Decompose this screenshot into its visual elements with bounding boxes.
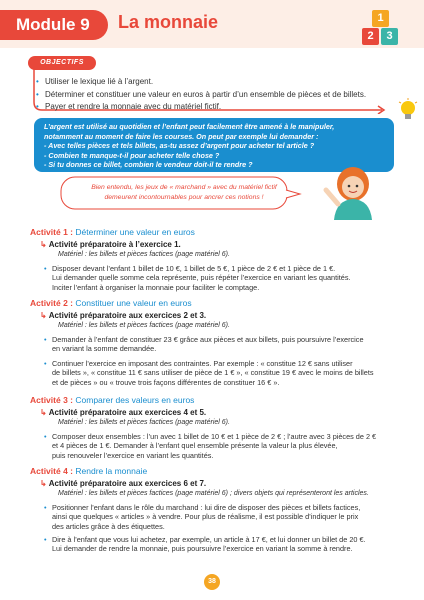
arrow-icon: ↳ (40, 311, 47, 320)
block-3: 3 (381, 28, 398, 45)
speech-text (74, 183, 294, 203)
arrow-icon: ↳ (40, 240, 47, 249)
activity-4-para: • Dire à l’enfant que vous lui achetez, par exemple, un article à 17 €, et lui donner un billet de 20 €. Lui demander de rendre la monnaie, puis poursuivre l’exercice en variant la somme à rendre. (52, 535, 382, 554)
activity-title: Comparer des valeurs en euros (75, 395, 195, 405)
activity-1-material: Matériel : les billets et pièces factices (page matériel 6). (58, 251, 230, 258)
activity-4-sub: ↳ Activité préparatoire aux exercices 6 et 7. (40, 479, 207, 488)
objective-item: • Payer et rendre la monnaie avec du matériel fictif. (36, 101, 396, 112)
lightbulb-icon (398, 98, 418, 124)
activity-2-material: Matériel : les billets et pièces factices (page matériel 6). (58, 322, 230, 329)
activity-3-heading (30, 395, 194, 405)
activity-2-para: • Continuer l’exercice en imposant des contraintes. Par exemple : « constitue 12 € sans utiliser de billets », « constitue 11 € sans utiliser de pièce de 1 € », « constitue 19 € avec le moins de billets et de pièces » ou « trouve trois façons différentes de constituer 16 € ». (52, 359, 382, 387)
activity-1-para: • Disposer devant l’enfant 1 billet de 10 €, 1 billet de 5 €, 1 pièce de 2 € et 1 pièce de 1 €. Lui demander quelle somme cela représente, puis répéter l’exercice en variant les quantités. Inciter l’enfant à organiser la monnaie pour faciliter le comptage. (52, 264, 382, 292)
activity-number: Activité 3 : (30, 395, 73, 405)
objectives-badge: OBJECTIFS (28, 56, 96, 70)
activity-3-sub: ↳ Activité préparatoire aux exercices 4 et 5. (40, 408, 207, 417)
activity-number: Activité 4 : (30, 466, 73, 476)
page-title: La monnaie (118, 12, 219, 32)
activity-2-heading (30, 298, 192, 308)
intro-line: - Si tu donnes ce billet, combien le vendeur doit-il te rendre ? (44, 160, 253, 169)
activity-1-heading (30, 227, 195, 237)
page-header (0, 0, 424, 48)
activity-2-para: • Demander à l’enfant de constituer 23 € grâce aux pièces et aux billets, puis poursuivre l’exercice en variant la somme demandée. (52, 335, 382, 354)
activity-number: Activité 1 : (30, 227, 73, 237)
arrow-icon: ↳ (40, 408, 47, 417)
activity-title: Déterminer une valeur en euros (75, 227, 195, 237)
activity-3-para: • Composer deux ensembles : l’un avec 1 billet de 10 € et 1 pièce de 2 € ; l’autre avec 3 pièces de 2 € et 4 pièces de 1 €. Demander à l’enfant quel ensemble présente la valeur la plus élevée, puis renouveler l’exercice en variant les quantités. (52, 432, 382, 460)
number-blocks-icon (352, 8, 410, 48)
block-1: 1 (372, 10, 389, 27)
activity-4-material: Matériel : les billets et pièces factices (page matériel 6) ; divers objets qui représenteront les articles. (58, 490, 369, 497)
teacher-illustration (318, 160, 388, 220)
page-number: 38 (204, 574, 220, 590)
intro-line: - Combien te manque-t-il pour acheter telle chose ? (44, 150, 220, 160)
speech-line: demeurent incontournables pour ancrer ces notions ! (104, 194, 264, 201)
intro-line: L’argent est utilisé au quotidien et l’enfant peut facilement être amené à le manipuler, (44, 122, 335, 131)
intro-line: notamment au moment de faire les courses. On peut par exemple lui demander : (44, 131, 319, 141)
activity-title: Constituer une valeur en euros (75, 298, 192, 308)
objective-item: • Utiliser le lexique lié à l’argent. (36, 76, 396, 87)
arrow-icon: ↳ (40, 479, 47, 488)
intro-line: - Avec telles pièces et tels billets, as-tu assez d’argent pour acheter tel article ? (44, 141, 315, 150)
module-label: Module 9 (0, 10, 108, 40)
speech-line: Bien entendu, les jeux de « marchand » avec du matériel fictif (91, 184, 277, 191)
activity-title: Rendre la monnaie (75, 466, 148, 476)
activity-2-sub: ↳ Activité préparatoire aux exercices 2 et 3. (40, 311, 207, 320)
activity-4-para: • Positionner l’enfant dans le rôle du marchand : lui dire de disposer des pièces et billets factices, ainsi que quelques « articles » à vendre. Pour plus de réalisme, il est possible d’indiquer le prix des articles grâce à des étiquettes. (52, 503, 382, 531)
activity-3-material: Matériel : les billets et pièces factices (page matériel 6). (58, 419, 230, 426)
objective-item: • Déterminer et constituer une valeur en euros à partir d’un ensemble de pièces et de billets. (36, 89, 396, 100)
activity-4-heading (30, 466, 147, 476)
activity-number: Activité 2 : (30, 298, 73, 308)
activity-1-sub: ↳ Activité préparatoire à l’exercice 1. (40, 240, 181, 249)
block-2: 2 (362, 28, 379, 45)
objectives-list (36, 76, 396, 114)
